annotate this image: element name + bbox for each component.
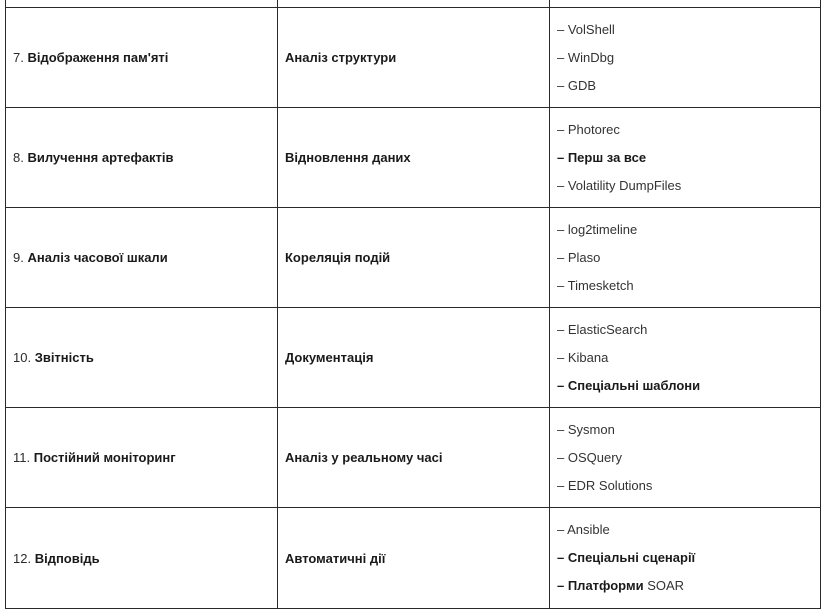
tool-regular-text: – Ansible [557,522,610,537]
table-row [6,208,821,308]
method-cell [278,508,550,609]
stage-name: Відображення пам'яті [27,50,169,65]
stage-cell [6,208,278,308]
table-row [6,508,821,609]
tool-item [557,444,820,472]
stage-name: Постійний моніторинг [33,450,176,465]
tool-item [557,544,820,572]
forensics-table [5,0,821,609]
tool-regular-text: – VolShell [557,21,615,37]
tools-cell [550,8,821,108]
tool-item [557,44,820,72]
tools-list [557,316,820,400]
tool-item [557,344,820,372]
method-cell [278,408,550,508]
tool-item [557,216,820,244]
tool-item [557,116,820,144]
stage-number: 12. [13,550,35,566]
tools-list [557,16,820,100]
stage-number: 11. [13,450,34,465]
tool-regular-text: – Plaso [557,249,601,265]
tool-item [557,172,820,200]
tool-bold-text: – Перш за все [557,149,647,165]
stage-name: Вилучення артефактів [27,150,174,165]
tool-item [557,16,820,44]
tool-item [557,144,820,172]
tool-regular-text: – log2timeline [557,221,638,237]
tool-regular-text: SOAR [643,578,685,593]
stage-name: Відповідь [34,550,100,566]
tools-list [557,116,820,200]
tool-regular-text: – Timesketch [557,277,634,293]
stage-cell [6,308,278,408]
stage-cell [6,508,278,609]
tool-regular-text: – Volatility DumpFiles [557,177,682,193]
tool-bold-text: – Спеціальні сценарії [557,550,696,565]
tools-cell [550,408,821,508]
table-cell [278,0,550,8]
stage-number: 9. [13,250,28,265]
tool-item [557,272,820,300]
tool-item [557,416,820,444]
tools-list [557,216,820,300]
table-cell [6,0,278,8]
tool-regular-text: – Kibana [557,349,609,365]
stage-cell [6,408,278,508]
stage-number: 7. [13,50,28,65]
tool-item [557,472,820,500]
stage-number: 8. [13,150,28,165]
tools-cell [550,108,821,208]
method-name: Відновлення даних [285,150,411,165]
method-cell [278,208,550,308]
tool-item [557,516,820,544]
table-row [6,408,821,508]
method-name: Кореляція подій [285,250,391,265]
method-cell [278,308,550,408]
tools-cell [550,308,821,408]
stage-number: 10. [13,350,35,365]
tool-item [557,244,820,272]
table-row [6,8,821,108]
method-name: Автоматичні дії [285,550,386,566]
stage-cell [6,8,278,108]
table-row-partial [6,0,821,8]
tool-regular-text: – GDB [557,77,597,93]
table-row [6,108,821,208]
tools-cell [550,208,821,308]
tool-bold-text: – Платформи [557,578,644,593]
tool-regular-text: – Sysmon [557,421,615,437]
tools-list [557,416,820,500]
table-cell [550,0,821,8]
stage-name: Звітність [34,350,94,365]
tool-regular-text: – Photorec [557,121,620,137]
tool-bold-text: – Спеціальні шаблони [557,377,701,393]
method-name: Документація [285,350,374,365]
tool-item [557,372,820,400]
stage-cell [6,108,278,208]
tool-item [557,72,820,100]
stage-name: Аналіз часової шкали [27,250,168,265]
tool-item [557,316,820,344]
tools-list [557,516,820,600]
table-row [6,308,821,408]
tool-item [557,572,820,600]
tool-regular-text: – ElasticSearch [557,321,648,337]
tool-regular-text: – WinDbg [557,49,615,65]
tool-regular-text: – OSQuery [557,449,623,465]
method-name: Аналіз у реальному часі [285,450,443,465]
tools-cell [550,508,821,609]
method-cell [278,8,550,108]
method-name: Аналіз структури [285,50,397,65]
method-cell [278,108,550,208]
tool-regular-text: – EDR Solutions [557,477,653,493]
